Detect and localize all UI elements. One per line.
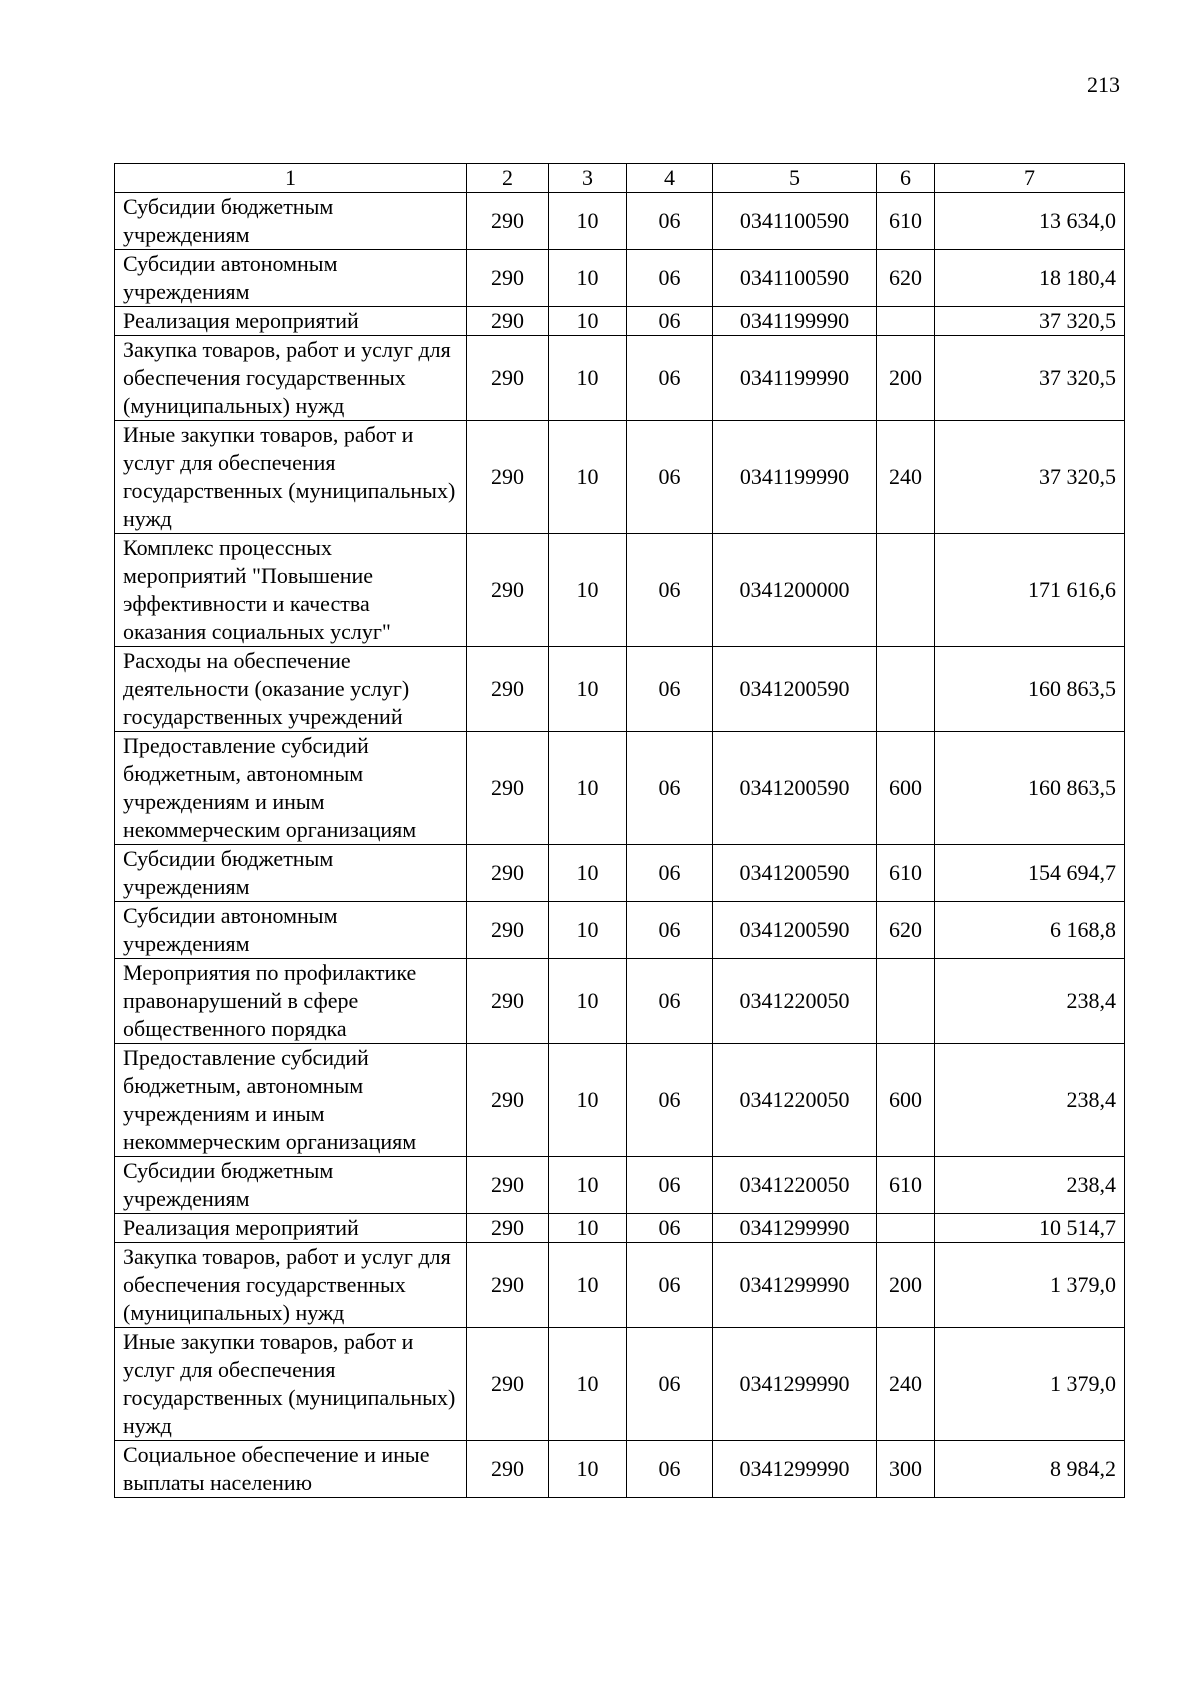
row-amount-cell: 37 320,5	[935, 307, 1125, 336]
row-rz-cell: 10	[549, 1044, 627, 1157]
row-name-cell: Комплекс процессных мероприятий "Повышение эффективности и качества оказания социальных услуг"	[115, 534, 467, 647]
row-ved-cell: 290	[467, 193, 549, 250]
row-pr-cell: 06	[627, 959, 713, 1044]
row-pr-cell: 06	[627, 1441, 713, 1498]
table-row	[115, 1328, 1125, 1441]
row-pr-cell: 06	[627, 336, 713, 421]
row-ved-cell: 290	[467, 1328, 549, 1441]
row-rz-cell: 10	[549, 959, 627, 1044]
row-pr-cell: 06	[627, 732, 713, 845]
row-csr-cell: 0341199990	[713, 336, 877, 421]
col-header-6: 6	[877, 164, 935, 193]
row-amount-cell: 154 694,7	[935, 845, 1125, 902]
row-csr-cell: 0341100590	[713, 250, 877, 307]
row-csr-cell: 0341199990	[713, 307, 877, 336]
header-row	[115, 164, 1125, 193]
row-ved-cell: 290	[467, 732, 549, 845]
row-rz-cell: 10	[549, 1328, 627, 1441]
col-header-1: 1	[115, 164, 467, 193]
row-rz-cell: 10	[549, 250, 627, 307]
row-csr-cell: 0341220050	[713, 1157, 877, 1214]
row-name-cell: Предоставление субсидий бюджетным, автономным учреждениям и иным некоммерческим организациям	[115, 732, 467, 845]
row-amount-cell: 160 863,5	[935, 732, 1125, 845]
row-pr-cell: 06	[627, 250, 713, 307]
table-row	[115, 421, 1125, 534]
row-amount-cell: 1 379,0	[935, 1328, 1125, 1441]
row-name-cell: Закупка товаров, работ и услуг для обеспечения государственных (муниципальных) нужд	[115, 336, 467, 421]
row-amount-cell: 37 320,5	[935, 336, 1125, 421]
row-pr-cell: 06	[627, 1243, 713, 1328]
row-amount-cell: 13 634,0	[935, 193, 1125, 250]
row-rz-cell: 10	[549, 1441, 627, 1498]
row-amount-cell: 18 180,4	[935, 250, 1125, 307]
col-header-3: 3	[549, 164, 627, 193]
row-rz-cell: 10	[549, 307, 627, 336]
row-csr-cell: 0341200590	[713, 902, 877, 959]
row-rz-cell: 10	[549, 845, 627, 902]
row-rz-cell: 10	[549, 647, 627, 732]
table-header	[115, 164, 1125, 193]
row-pr-cell: 06	[627, 1328, 713, 1441]
row-pr-cell: 06	[627, 647, 713, 732]
row-amount-cell: 6 168,8	[935, 902, 1125, 959]
row-csr-cell: 0341200590	[713, 647, 877, 732]
row-amount-cell: 1 379,0	[935, 1243, 1125, 1328]
row-ved-cell: 290	[467, 421, 549, 534]
row-rz-cell: 10	[549, 1214, 627, 1243]
table-row	[115, 1044, 1125, 1157]
table-row	[115, 534, 1125, 647]
row-vr-cell: 600	[877, 732, 935, 845]
table-row	[115, 1441, 1125, 1498]
row-rz-cell: 10	[549, 1243, 627, 1328]
row-csr-cell: 0341200590	[713, 732, 877, 845]
row-pr-cell: 06	[627, 534, 713, 647]
row-name-cell: Иные закупки товаров, работ и услуг для обеспечения государственных (муниципальных) нужд	[115, 421, 467, 534]
row-name-cell: Закупка товаров, работ и услуг для обеспечения государственных (муниципальных) нужд	[115, 1243, 467, 1328]
row-amount-cell: 238,4	[935, 1044, 1125, 1157]
row-vr-cell: 300	[877, 1441, 935, 1498]
table-row	[115, 250, 1125, 307]
table-row	[115, 193, 1125, 250]
row-amount-cell: 171 616,6	[935, 534, 1125, 647]
row-pr-cell: 06	[627, 1214, 713, 1243]
row-name-cell: Иные закупки товаров, работ и услуг для обеспечения государственных (муниципальных) нужд	[115, 1328, 467, 1441]
row-csr-cell: 0341299990	[713, 1441, 877, 1498]
row-vr-cell	[877, 307, 935, 336]
row-name-cell: Реализация мероприятий	[115, 307, 467, 336]
table-row	[115, 845, 1125, 902]
row-csr-cell: 0341200000	[713, 534, 877, 647]
row-ved-cell: 290	[467, 1214, 549, 1243]
row-csr-cell: 0341199990	[713, 421, 877, 534]
row-csr-cell: 0341220050	[713, 1044, 877, 1157]
table-row	[115, 336, 1125, 421]
row-amount-cell: 238,4	[935, 959, 1125, 1044]
row-ved-cell: 290	[467, 1441, 549, 1498]
row-csr-cell: 0341299990	[713, 1328, 877, 1441]
row-rz-cell: 10	[549, 732, 627, 845]
table-row	[115, 1157, 1125, 1214]
row-vr-cell	[877, 647, 935, 732]
row-rz-cell: 10	[549, 336, 627, 421]
row-rz-cell: 10	[549, 534, 627, 647]
row-ved-cell: 290	[467, 902, 549, 959]
row-vr-cell: 240	[877, 1328, 935, 1441]
row-pr-cell: 06	[627, 845, 713, 902]
row-vr-cell: 240	[877, 421, 935, 534]
row-vr-cell: 610	[877, 193, 935, 250]
row-pr-cell: 06	[627, 1157, 713, 1214]
col-header-5: 5	[713, 164, 877, 193]
row-vr-cell: 610	[877, 845, 935, 902]
page-number: 213	[1087, 72, 1120, 97]
row-rz-cell: 10	[549, 1157, 627, 1214]
table-row	[115, 902, 1125, 959]
row-csr-cell: 0341100590	[713, 193, 877, 250]
row-vr-cell	[877, 959, 935, 1044]
row-rz-cell: 10	[549, 193, 627, 250]
row-ved-cell: 290	[467, 250, 549, 307]
row-name-cell: Мероприятия по профилактике правонарушений в сфере общественного порядка	[115, 959, 467, 1044]
row-vr-cell	[877, 534, 935, 647]
row-amount-cell: 238,4	[935, 1157, 1125, 1214]
row-csr-cell: 0341299990	[713, 1243, 877, 1328]
row-ved-cell: 290	[467, 845, 549, 902]
row-name-cell: Субсидии бюджетным учреждениям	[115, 193, 467, 250]
row-name-cell: Субсидии бюджетным учреждениям	[115, 1157, 467, 1214]
row-vr-cell: 610	[877, 1157, 935, 1214]
row-ved-cell: 290	[467, 647, 549, 732]
row-amount-cell: 8 984,2	[935, 1441, 1125, 1498]
row-vr-cell: 620	[877, 250, 935, 307]
table-row	[115, 307, 1125, 336]
row-rz-cell: 10	[549, 421, 627, 534]
row-vr-cell: 600	[877, 1044, 935, 1157]
row-ved-cell: 290	[467, 534, 549, 647]
table-row	[115, 1243, 1125, 1328]
row-pr-cell: 06	[627, 902, 713, 959]
row-vr-cell: 620	[877, 902, 935, 959]
row-rz-cell: 10	[549, 902, 627, 959]
row-name-cell: Субсидии автономным учреждениям	[115, 250, 467, 307]
col-header-4: 4	[627, 164, 713, 193]
row-csr-cell: 0341200590	[713, 845, 877, 902]
table-row	[115, 732, 1125, 845]
col-header-7: 7	[935, 164, 1125, 193]
table-body	[115, 193, 1125, 1498]
row-pr-cell: 06	[627, 307, 713, 336]
row-ved-cell: 290	[467, 307, 549, 336]
table-row	[115, 1214, 1125, 1243]
row-csr-cell: 0341220050	[713, 959, 877, 1044]
row-amount-cell: 10 514,7	[935, 1214, 1125, 1243]
row-vr-cell	[877, 1214, 935, 1243]
row-ved-cell: 290	[467, 1243, 549, 1328]
row-name-cell: Реализация мероприятий	[115, 1214, 467, 1243]
row-ved-cell: 290	[467, 959, 549, 1044]
row-pr-cell: 06	[627, 421, 713, 534]
row-ved-cell: 290	[467, 336, 549, 421]
row-amount-cell: 37 320,5	[935, 421, 1125, 534]
row-name-cell: Субсидии автономным учреждениям	[115, 902, 467, 959]
row-vr-cell: 200	[877, 336, 935, 421]
row-name-cell: Предоставление субсидий бюджетным, автономным учреждениям и иным некоммерческим организациям	[115, 1044, 467, 1157]
row-pr-cell: 06	[627, 193, 713, 250]
row-amount-cell: 160 863,5	[935, 647, 1125, 732]
budget-table	[114, 163, 1125, 1498]
col-header-2: 2	[467, 164, 549, 193]
row-pr-cell: 06	[627, 1044, 713, 1157]
row-csr-cell: 0341299990	[713, 1214, 877, 1243]
row-name-cell: Расходы на обеспечение деятельности (оказание услуг) государственных учреждений	[115, 647, 467, 732]
row-vr-cell: 200	[877, 1243, 935, 1328]
row-name-cell: Социальное обеспечение и иные выплаты населению	[115, 1441, 467, 1498]
row-ved-cell: 290	[467, 1044, 549, 1157]
table-row	[115, 959, 1125, 1044]
table-row	[115, 647, 1125, 732]
row-ved-cell: 290	[467, 1157, 549, 1214]
row-name-cell: Субсидии бюджетным учреждениям	[115, 845, 467, 902]
